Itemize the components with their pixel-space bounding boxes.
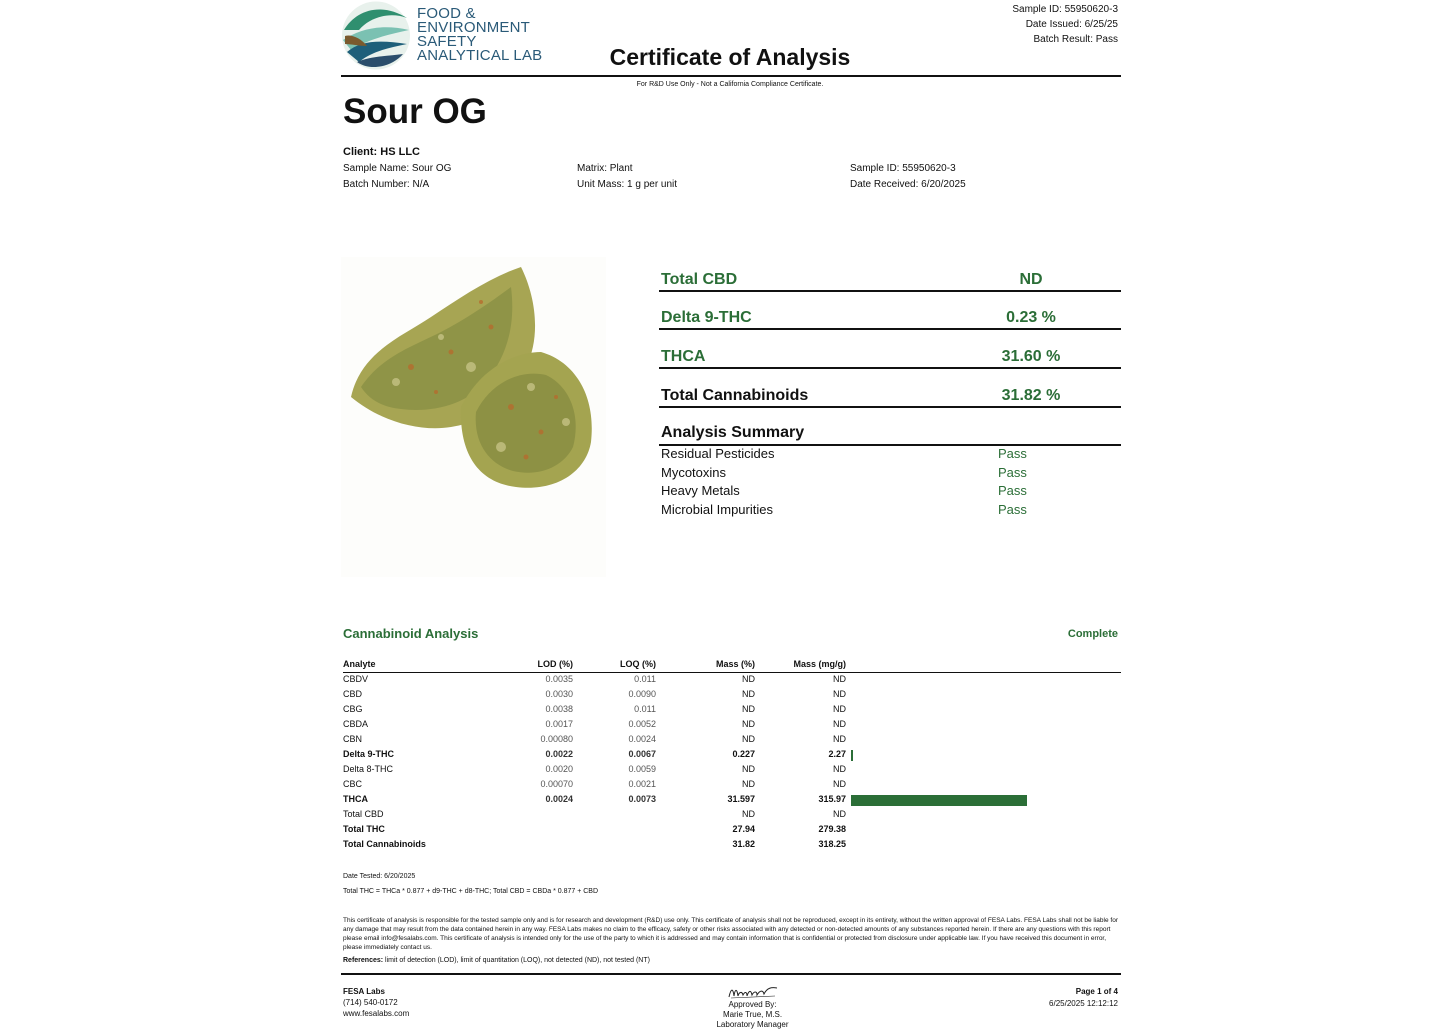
table-row <box>343 779 1121 794</box>
analyte-cell: CBDV <box>343 674 369 684</box>
compliance-disclaimer: For R&D Use Only - Not a California Compliance Certificate. <box>636 81 824 88</box>
loq-cell: 0.0073 <box>628 794 656 804</box>
table-row <box>343 764 1121 779</box>
analysis-summary-title: Analysis Summary <box>661 424 805 441</box>
table-row <box>343 824 1121 839</box>
column-header-analyte: Analyte <box>343 659 376 669</box>
lod-cell: 0.0022 <box>545 749 573 759</box>
analysis-summary-label: Microbial Impurities <box>661 502 773 517</box>
product-name: Sour OG <box>343 92 487 131</box>
logo-text-line-1: FOOD & <box>417 5 476 22</box>
mass-pct-cell: ND <box>742 779 755 789</box>
analysis-summary-result: Pass <box>998 446 1027 461</box>
column-header-lod: LOD (%) <box>537 659 573 669</box>
product-meta-col-2 <box>577 161 677 193</box>
batch-number: Batch Number: N/A <box>343 179 430 190</box>
approver-name: Marie True, M.S. <box>722 1010 783 1019</box>
table-row <box>343 734 1121 749</box>
loq-cell: 0.0024 <box>628 734 656 744</box>
mass-pct-cell: 27.94 <box>732 824 755 834</box>
analysis-summary-label: Heavy Metals <box>661 483 740 498</box>
summary-row-thca <box>659 343 1121 369</box>
mass-mg-cell: 2.27 <box>828 749 846 759</box>
references <box>343 957 650 964</box>
mass-bar <box>851 795 1027 806</box>
analysis-summary-item <box>661 446 1121 464</box>
mass-mg-cell: ND <box>833 674 846 684</box>
mass-mg-cell: ND <box>833 689 846 699</box>
logo-text-line-2: ENVIRONMENT <box>417 19 531 36</box>
mass-mg-cell: 279.38 <box>818 824 846 834</box>
references-text: limit of detection (LOD), limit of quantitation (LOQ), not detected (ND), not tested (NT) <box>383 957 650 964</box>
analyte-cell: Total CBD <box>343 809 384 819</box>
mass-pct-cell: ND <box>742 689 755 699</box>
cannabinoid-analysis-status: Complete <box>1067 628 1118 640</box>
mass-pct-cell: ND <box>742 704 755 714</box>
lod-cell: 0.0038 <box>545 704 573 714</box>
analyte-cell: Total THC <box>343 824 385 834</box>
mass-bar <box>851 750 853 761</box>
column-header-loq: LOQ (%) <box>620 659 656 669</box>
header-date-issued: Date Issued: 6/25/25 <box>1025 19 1118 30</box>
footer-page-info <box>1000 986 1118 1010</box>
approver-title: Laboratory Manager <box>716 1020 789 1029</box>
legal-disclaimer: This certificate of analysis is responsible for the tested sample only and is for research and development (R&D) use only. This certificate of analysis shall not be reproduced, except in its entirety, without the written approval of FESA Labs. FESA Labs shall not be liable for any damage that may result from the data contained herein in any way. FESA Labs makes no claim to the efficacy, safety or other risks associated with any detected or non-detected amounts of any substances reported herein. If there are any questions with this report please email info@fesalabs.com. This certificate of analysis is intended only for the use of the party to which it is addressed and may contain information that is confidential or protected from disclosure under applicable law. If you have received this document in error, please immediately contact us. <box>343 917 1118 951</box>
loq-cell: 0.011 <box>634 704 656 714</box>
footer-website[interactable]: www.fesalabs.com <box>343 1009 410 1018</box>
summary-value: 31.82 % <box>1001 387 1061 404</box>
summary-row-delta9-thc <box>659 304 1121 330</box>
analyte-cell: Delta 9-THC <box>343 749 395 759</box>
header-sample-info <box>1012 2 1118 47</box>
analyte-cell: THCA <box>343 794 368 804</box>
footer-approval <box>690 984 815 1030</box>
analysis-summary-item <box>661 502 1121 520</box>
summary-value: ND <box>1019 271 1043 288</box>
analyte-cell: Total Cannabinoids <box>343 839 426 849</box>
analysis-summary-item <box>661 465 1121 483</box>
summary-row-total-cbd <box>659 266 1121 292</box>
lab-logo-icon <box>341 0 411 71</box>
analysis-summary-result: Pass <box>998 465 1027 480</box>
product-meta-col-1 <box>343 161 451 193</box>
page-number: Page 1 of 4 <box>1075 987 1118 996</box>
mass-pct-cell: ND <box>742 674 755 684</box>
approved-by-label: Approved By: <box>728 1000 777 1009</box>
analyte-cell: CBDA <box>343 719 369 729</box>
footer-company: FESA Labs <box>343 987 385 996</box>
matrix: Matrix: Plant <box>577 163 633 174</box>
loq-cell: 0.0067 <box>628 749 656 759</box>
mass-pct-cell: ND <box>742 809 755 819</box>
table-row <box>343 674 1121 689</box>
analyte-cell: CBC <box>343 779 363 789</box>
table-row <box>343 689 1121 704</box>
summary-value: 0.23 % <box>1006 309 1056 326</box>
table-row <box>343 749 1121 764</box>
loq-cell: 0.011 <box>634 674 656 684</box>
summary-value: 31.60 % <box>1001 348 1061 365</box>
table-row <box>343 704 1121 719</box>
summary-label: Total Cannabinoids <box>661 387 809 404</box>
product-meta-col-3 <box>850 161 966 193</box>
analyte-cell: CBG <box>343 704 363 714</box>
table-row <box>343 809 1121 824</box>
mass-mg-cell: ND <box>833 719 846 729</box>
sample-id: Sample ID: 55950620-3 <box>850 163 956 174</box>
summary-label: Total CBD <box>661 271 738 288</box>
header-batch-result: Batch Result: Pass <box>1033 34 1118 45</box>
sample-name: Sample Name: Sour OG <box>343 163 452 174</box>
analysis-summary-result: Pass <box>998 483 1027 498</box>
mass-pct-cell: ND <box>742 764 755 774</box>
mass-mg-cell: ND <box>833 779 846 789</box>
footer-timestamp: 6/25/2025 12:12:12 <box>1049 999 1118 1008</box>
analyte-cell: CBN <box>343 734 363 744</box>
analyte-cell: CBD <box>343 689 363 699</box>
lod-cell: 0.0024 <box>545 794 573 804</box>
mass-mg-cell: ND <box>833 704 846 714</box>
mass-pct-cell: ND <box>742 734 755 744</box>
lod-cell: 0.00080 <box>540 734 573 744</box>
mass-pct-cell: 31.597 <box>727 794 755 804</box>
loq-cell: 0.0090 <box>628 689 656 699</box>
lod-cell: 0.00070 <box>540 779 573 789</box>
analysis-summary-result: Pass <box>998 502 1027 517</box>
logo-text-line-4: ANALYTICAL LAB <box>417 47 543 64</box>
analysis-summary-label: Residual Pesticides <box>661 446 775 461</box>
unit-mass: Unit Mass: 1 g per unit <box>577 179 678 190</box>
analysis-summary-label: Mycotoxins <box>661 465 727 480</box>
footer-divider <box>341 973 1121 975</box>
footer-phone: (714) 540-0172 <box>343 998 398 1007</box>
total-formula: Total THC = THCa * 0.877 + d9-THC + d8-THC; Total CBD = CBDa * 0.877 + CBD <box>343 888 599 895</box>
cannabinoid-analysis-title: Cannabinoid Analysis <box>343 626 479 641</box>
summary-row-total-cannabinoids <box>659 382 1121 408</box>
table-header-divider <box>343 672 1121 673</box>
table-row <box>343 794 1121 809</box>
signature-icon <box>727 984 779 1000</box>
lod-cell: 0.0030 <box>545 689 573 699</box>
mass-pct-cell: 0.227 <box>732 749 755 759</box>
summary-label: THCA <box>661 348 706 365</box>
mass-mg-cell: 318.25 <box>818 839 846 849</box>
column-header-mass-mg: Mass (mg/g) <box>793 659 846 669</box>
product-photo <box>341 257 606 577</box>
loq-cell: 0.0021 <box>628 779 656 789</box>
analyte-cell: Delta 8-THC <box>343 764 394 774</box>
date-tested: Date Tested: 6/20/2025 <box>343 873 416 880</box>
mass-pct-cell: ND <box>742 719 755 729</box>
mass-pct-cell: 31.82 <box>732 839 755 849</box>
logo-text-line-3: SAFETY <box>417 33 477 50</box>
date-received: Date Received: 6/20/2025 <box>850 179 966 190</box>
header-divider <box>341 75 1121 77</box>
references-label: References: <box>343 957 384 964</box>
page-title: Certificate of Analysis <box>609 44 851 70</box>
header-sample-id: Sample ID: 55950620-3 <box>1012 4 1118 15</box>
summary-label: Delta 9-THC <box>661 309 752 326</box>
column-header-mass-pct: Mass (%) <box>715 659 755 669</box>
loq-cell: 0.0059 <box>628 764 656 774</box>
lod-cell: 0.0017 <box>545 719 573 729</box>
lod-cell: 0.0020 <box>545 764 573 774</box>
footer-company-info <box>343 986 409 1019</box>
mass-mg-cell: ND <box>833 764 846 774</box>
analysis-summary-item <box>661 483 1121 501</box>
table-row <box>343 839 1121 854</box>
table-row <box>343 719 1121 734</box>
mass-mg-cell: ND <box>833 734 846 744</box>
lod-cell: 0.0035 <box>545 674 573 684</box>
loq-cell: 0.0052 <box>628 719 656 729</box>
mass-mg-cell: ND <box>833 809 846 819</box>
client-name: Client: HS LLC <box>343 146 420 158</box>
mass-mg-cell: 315.97 <box>818 794 846 804</box>
